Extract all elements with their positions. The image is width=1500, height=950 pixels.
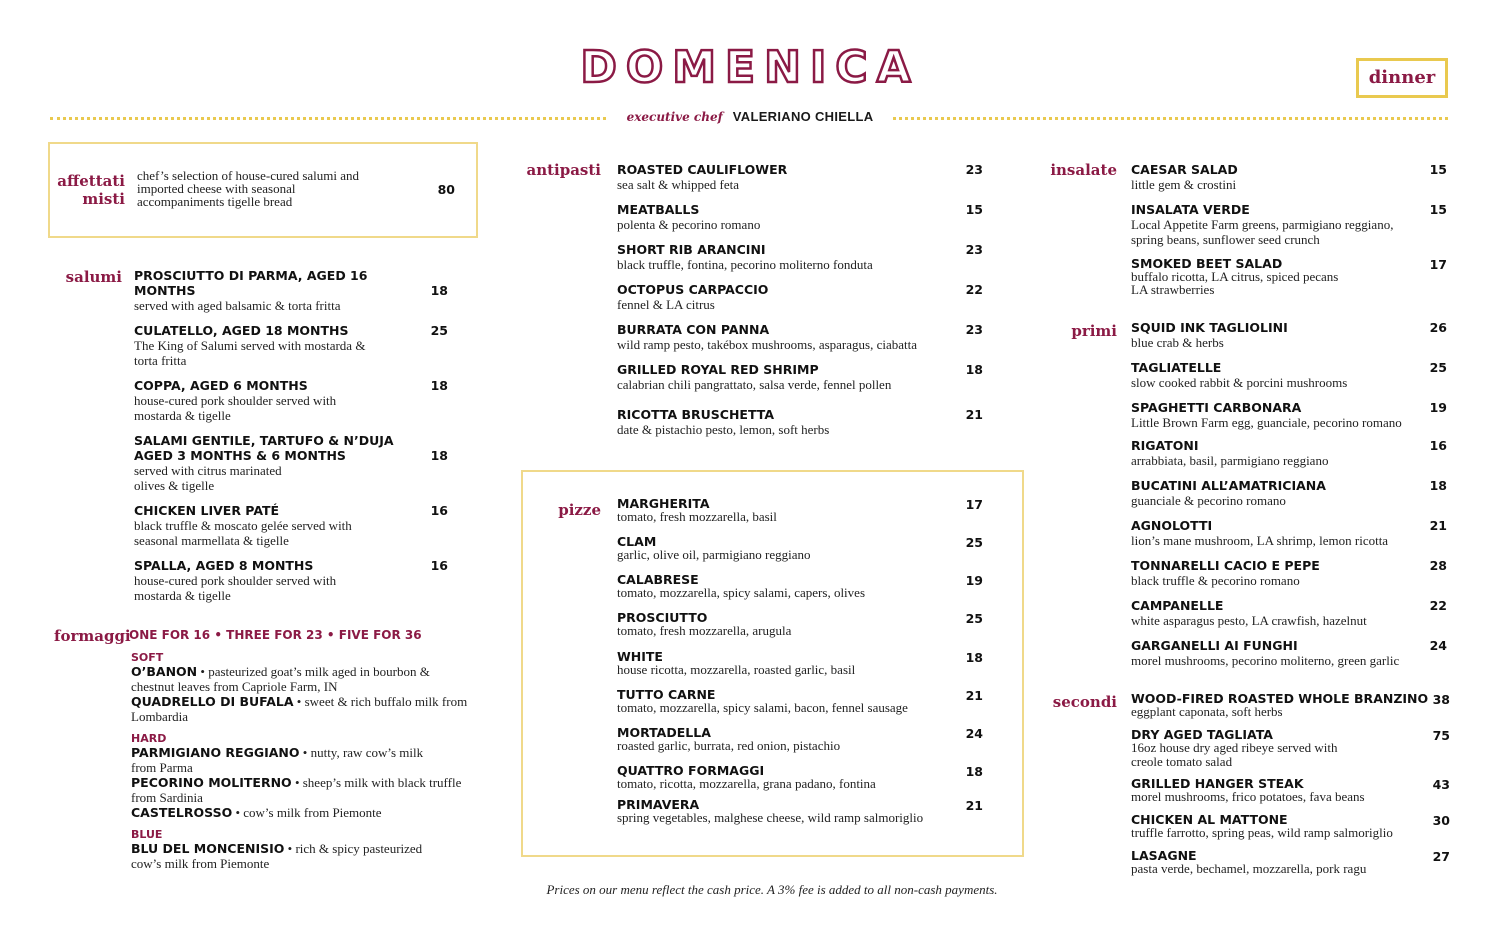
item-description: truffle farrotto, spring peas, wild ramp salmoriglio: [1131, 825, 1393, 840]
menu-item: [134, 268, 414, 313]
item-description: polenta & pecorino romano: [617, 217, 761, 232]
item-description: The King of Salumi served with mostarda & torta fritta: [134, 338, 366, 368]
item-price: 25: [430, 323, 448, 338]
item-price: 26: [1429, 320, 1447, 335]
cheese-list: [131, 651, 476, 871]
item-name: CAESAR SALAD: [1131, 162, 1238, 177]
item-name: COPPA, AGED 6 MONTHS: [134, 378, 308, 393]
cheese-description: • sweet & rich buffalo milk from Lombardia: [131, 694, 468, 724]
item-price: 18: [430, 283, 448, 298]
item-price: 75: [1432, 728, 1450, 743]
item-name: CHICKEN AL MATTONE: [1131, 812, 1288, 827]
item-price: 23: [965, 162, 983, 177]
item-description: Little Brown Farm egg, guanciale, pecorino romano: [1131, 415, 1402, 430]
item-price: 25: [965, 611, 983, 626]
item-name: SPALLA, AGED 8 MONTHS: [134, 558, 314, 573]
menu-item: [1131, 692, 1431, 718]
cheese-name: O’BANON: [131, 664, 198, 679]
section-title-formaggi: formaggi: [54, 627, 131, 645]
menu-item: [617, 573, 962, 599]
menu-item: [1131, 558, 1431, 588]
affettati-title-line1: affettati: [57, 172, 125, 190]
item-price: 18: [430, 378, 448, 393]
cheese-item: [131, 664, 476, 694]
menu-item: [1131, 400, 1431, 430]
item-name: WHITE: [617, 649, 663, 664]
item-price: 28: [1429, 558, 1447, 573]
chef-label: executive chef: [626, 110, 723, 124]
item-name: CALABRESE: [617, 572, 699, 587]
cheese-name: PECORINO MOLITERNO: [131, 775, 292, 790]
item-description: tomato, fresh mozzarella, arugula: [617, 623, 792, 638]
item-name: RICOTTA BRUSCHETTA: [617, 407, 774, 422]
item-name: GARGANELLI AI FUNGHI: [1131, 638, 1298, 653]
menu-item: [1131, 849, 1431, 876]
section-title-primi: primi: [1071, 322, 1117, 340]
item-name: MARGHERITA: [617, 496, 710, 511]
menu-item: [617, 535, 962, 561]
item-name: BURRATA CON PANNA: [617, 322, 770, 337]
item-name: CLAM: [617, 534, 657, 549]
item-description: date & pistachio pesto, lemon, soft herbs: [617, 422, 830, 437]
item-price: 16: [430, 558, 448, 573]
item-price: 19: [965, 573, 983, 588]
menu-item: [617, 407, 962, 437]
cheese-item: [131, 775, 476, 805]
item-description: house ricotta, mozzarella, roasted garlic, basil: [617, 662, 856, 677]
cheese-group-label: BLUE: [131, 828, 163, 841]
item-name: SHORT RIB ARANCINI: [617, 242, 766, 257]
section-title-insalate: insalate: [1050, 161, 1117, 179]
item-description: buffalo ricotta, LA citrus, spiced pecans LA strawberries: [1131, 269, 1339, 297]
item-name: CAMPANELLE: [1131, 598, 1224, 613]
menu-item: [1131, 518, 1431, 548]
item-name: TUTTO CARNE: [617, 687, 716, 702]
menu-item: [617, 611, 962, 637]
section-title-secondi: secondi: [1052, 693, 1117, 711]
menu-item: [617, 688, 962, 714]
menu-item: [1131, 438, 1431, 468]
item-name: WOOD-FIRED ROASTED WHOLE BRANZINO: [1131, 691, 1429, 706]
formaggi-promo: ONE FOR 16 • THREE FOR 23 • FIVE FOR 36: [129, 628, 422, 642]
menu-item: [617, 726, 962, 752]
chef-name: VALERIANO CHIELLA: [732, 109, 874, 124]
menu-item: [617, 162, 962, 192]
item-price: 22: [1429, 598, 1447, 613]
item-description: morel mushrooms, pecorino moliterno, green garlic: [1131, 653, 1400, 668]
item-description: spring vegetables, malghese cheese, wild ramp salmoriglio: [617, 810, 924, 825]
menu-item: [134, 503, 374, 548]
item-price: 17: [1429, 257, 1447, 272]
item-price: 23: [965, 242, 983, 257]
section-title-pizze: pizze: [558, 501, 601, 519]
item-description: black truffle & moscato gelée served with seasonal marmellata & tigelle: [134, 518, 352, 548]
item-description: sea salt & whipped feta: [617, 177, 740, 192]
cheese-item: [131, 745, 431, 775]
item-name: TAGLIATELLE: [1131, 360, 1222, 375]
menu-item: [617, 282, 962, 312]
item-name: ROASTED CAULIFLOWER: [617, 162, 788, 177]
item-description: wild ramp pesto, takébox mushrooms, asparagus, ciabatta: [617, 337, 918, 352]
item-name: SQUID INK TAGLIOLINI: [1131, 320, 1288, 335]
cheese-description: • rich & spicy pasteurized cow’s milk from Piemonte: [131, 841, 423, 871]
item-description: fennel & LA citrus: [617, 297, 715, 312]
item-price: 23: [965, 322, 983, 337]
menu-item: [617, 764, 962, 790]
item-price: 18: [1429, 478, 1447, 493]
menu-item: [617, 322, 962, 352]
item-name: GRILLED HANGER STEAK: [1131, 776, 1304, 791]
item-name: MEATBALLS: [617, 202, 700, 217]
item-description: blue crab & herbs: [1131, 335, 1224, 350]
menu-item: [1131, 360, 1431, 390]
item-name: INSALATA VERDE: [1131, 202, 1250, 217]
menu-item: [617, 798, 962, 824]
item-name: SMOKED BEET SALAD: [1131, 256, 1283, 271]
menu-item: [134, 323, 389, 368]
price-disclaimer: Prices on our menu reflect the cash price. A 3% fee is added to all non-cash payments.: [546, 882, 998, 897]
item-price: 21: [1429, 518, 1447, 533]
item-name: QUATTRO FORMAGGI: [617, 763, 765, 778]
cheese-description: • cow’s milk from Piemonte: [235, 805, 382, 820]
section-title-salumi: salumi: [65, 268, 122, 286]
item-price: 22: [965, 282, 983, 297]
item-name: CULATELLO, AGED 18 MONTHS: [134, 323, 349, 338]
affettati-title-line2: misti: [82, 190, 125, 208]
menu-item: [1131, 728, 1341, 769]
item-name: CHICKEN LIVER PATÉ: [134, 503, 280, 518]
item-price: 19: [1429, 400, 1447, 415]
item-price: 24: [1429, 638, 1447, 653]
menu-item: [134, 433, 396, 493]
item-description: roasted garlic, burrata, red onion, pistachio: [617, 738, 841, 753]
item-name: SPAGHETTI CARBONARA: [1131, 400, 1302, 415]
item-price: 15: [965, 202, 983, 217]
item-price: 24: [965, 726, 983, 741]
item-name: PROSCIUTTO: [617, 610, 708, 625]
item-name: TONNARELLI CACIO E PEPE: [1131, 558, 1320, 573]
item-description: calabrian chili pangrattato, salsa verde, fennel pollen: [617, 377, 892, 392]
item-description: lion’s mane mushroom, LA shrimp, lemon ricotta: [1131, 533, 1389, 548]
item-name: SALAMI GENTILE, TARTUFO & N’DUJA AGED 3 MONTHS & 6 MONTHS: [134, 433, 394, 463]
item-price: 25: [965, 535, 983, 550]
item-price: 21: [965, 407, 983, 422]
cheese-item: [131, 841, 441, 871]
item-name: DRY AGED TAGLIATA: [1131, 727, 1273, 742]
menu-item: [134, 378, 369, 423]
item-price: 30: [1432, 813, 1450, 828]
item-name: AGNOLOTTI: [1131, 518, 1213, 533]
cheese-description: • sheep’s milk with black truffle from Sardinia: [131, 775, 462, 805]
cheese-item: [131, 805, 476, 820]
item-description: tomato, mozzarella, spicy salami, bacon, fennel sausage: [617, 700, 908, 715]
menu-item: [1131, 478, 1431, 508]
item-price: 25: [1429, 360, 1447, 375]
dinner-badge: dinner: [1356, 58, 1448, 98]
item-price: 16: [1429, 438, 1447, 453]
item-description: little gem & crostini: [1131, 177, 1237, 192]
item-price: 18: [430, 448, 448, 463]
item-price: 18: [965, 650, 983, 665]
menu-item: [1131, 162, 1431, 192]
item-price: 21: [965, 688, 983, 703]
item-name: PROSCIUTTO DI PARMA, AGED 16 MONTHS: [134, 268, 368, 298]
cheese-name: CASTELROSSO: [131, 805, 233, 820]
item-description: house-cured pork shoulder served with mostarda & tigelle: [134, 573, 337, 603]
item-description: black truffle, fontina, pecorino moliterno fonduta: [617, 257, 873, 272]
item-description: house-cured pork shoulder served with mostarda & tigelle: [134, 393, 337, 423]
item-name: MORTADELLA: [617, 725, 711, 740]
cheese-description: • pasteurized goat’s milk aged in bourbon & chestnut leaves from Capriole Farm, IN: [131, 664, 430, 694]
item-name: BUCATINI ALL’AMATRICIANA: [1131, 478, 1326, 493]
chef-credit: [0, 109, 1500, 125]
item-price: 15: [1429, 162, 1447, 177]
affettati-description: chef’s selection of house-cured salumi and imported cheese with seasonal accompaniments tigelle bread: [137, 168, 360, 209]
item-description: white asparagus pesto, LA crawfish, hazelnut: [1131, 613, 1367, 628]
item-name: OCTOPUS CARPACCIO: [617, 282, 769, 297]
item-description: pasta verde, bechamel, mozzarella, pork ragu: [1131, 861, 1367, 876]
restaurant-logo: DOMENICA: [580, 42, 920, 93]
item-price: 17: [965, 497, 983, 512]
item-name: RIGATONI: [1131, 438, 1199, 453]
menu-item: [1131, 638, 1431, 668]
menu-item: [1131, 320, 1431, 350]
menu-item: [617, 362, 962, 392]
menu-item: [1131, 257, 1356, 296]
item-description: guanciale & pecorino romano: [1131, 493, 1286, 508]
item-description: Local Appetite Farm greens, parmigiano reggiano, spring beans, sunflower seed crunch: [1131, 217, 1394, 247]
item-price: 16: [430, 503, 448, 518]
menu-item: [1131, 202, 1416, 247]
cheese-group-label: SOFT: [131, 651, 164, 664]
menu-item: [617, 242, 962, 272]
cheese-group-label: HARD: [131, 732, 167, 745]
item-price: 38: [1432, 692, 1450, 707]
item-description: morel mushrooms, frico potatoes, fava beans: [1131, 789, 1365, 804]
item-description: tomato, fresh mozzarella, basil: [617, 509, 777, 524]
item-name: LASAGNE: [1131, 848, 1197, 863]
item-description: tomato, ricotta, mozzarella, grana padano, fontina: [617, 776, 876, 791]
menu-item: [617, 650, 962, 676]
item-description: served with citrus marinated olives & tigelle: [134, 463, 282, 493]
item-price: 18: [965, 764, 983, 779]
item-description: arrabbiata, basil, parmigiano reggiano: [1131, 453, 1329, 468]
cheese-item: [131, 694, 476, 724]
cheese-description: • nutty, raw cow’s milk from Parma: [131, 745, 424, 775]
item-price: 18: [965, 362, 983, 377]
menu-item: [1131, 598, 1431, 628]
item-description: black truffle & pecorino romano: [1131, 573, 1300, 588]
menu-item: [617, 202, 962, 232]
section-title-antipasti: antipasti: [526, 161, 601, 179]
item-description: 16oz house dry aged ribeye served with creole tomato salad: [1131, 740, 1338, 769]
affettati-price: 80: [437, 182, 455, 197]
cheese-name: BLU DEL MONCENISIO: [131, 841, 285, 856]
item-price: 15: [1429, 202, 1447, 217]
menu-item: [1131, 777, 1431, 804]
menu-item: [134, 558, 369, 603]
cheese-name: QUADRELLO DI BUFALA: [131, 694, 294, 709]
item-price: 27: [1432, 849, 1450, 864]
section-title-affettati: [50, 172, 125, 208]
item-price: 43: [1432, 777, 1450, 792]
cheese-name: PARMIGIANO REGGIANO: [131, 745, 300, 760]
item-description: tomato, mozzarella, spicy salami, capers, olives: [617, 585, 865, 600]
item-name: GRILLED ROYAL RED SHRIMP: [617, 362, 819, 377]
item-name: PRIMAVERA: [617, 797, 700, 812]
menu-item: [617, 497, 962, 523]
item-description: garlic, olive oil, parmigiano reggiano: [617, 547, 811, 562]
item-price: 21: [965, 798, 983, 813]
item-description: slow cooked rabbit & porcini mushrooms: [1131, 375, 1348, 390]
item-description: eggplant caponata, soft herbs: [1131, 704, 1283, 719]
menu-item: [1131, 813, 1431, 840]
item-description: served with aged balsamic & torta fritta: [134, 298, 341, 313]
